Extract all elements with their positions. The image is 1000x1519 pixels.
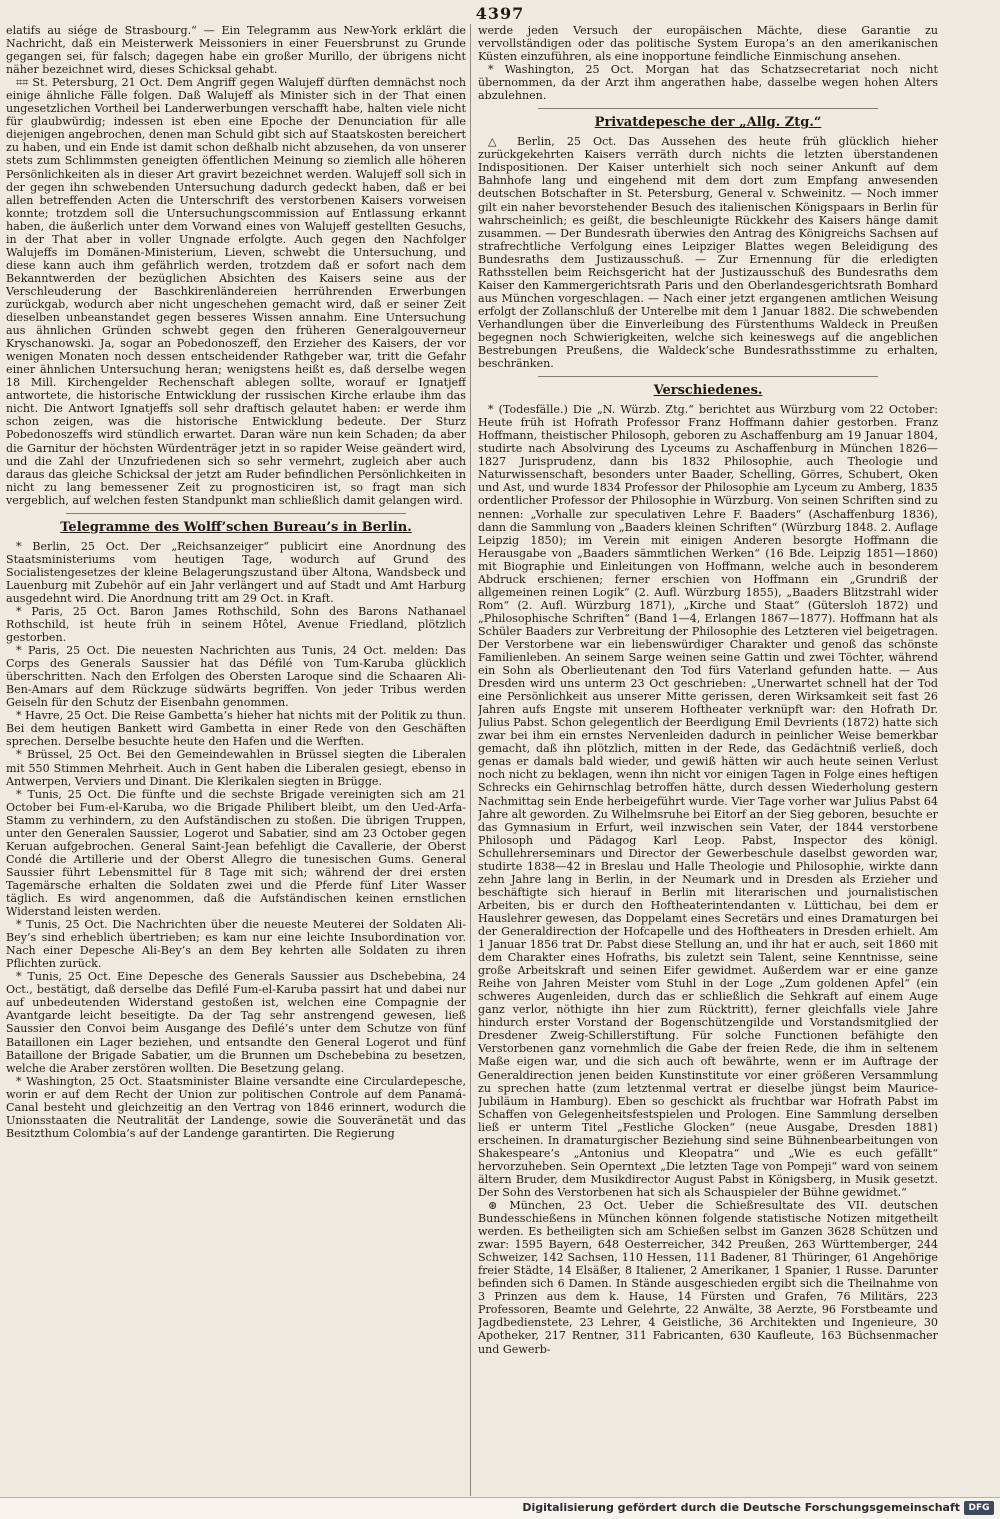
telegram-paragraph: * Brüssel, 25 Oct. Bei den Gemeindewahlen in Brüssel siegten die Liberalen mit 550 Stimmen Mehrheit. Auch in Gent haben die Liberalen gesiegt, ebenso in Antwerpen, Verviers und Dinant. Die Klerikalen siegten in Brügge. xyxy=(6,748,466,788)
funding-notice: Digitalisierung gefördert durch die Deutsche Forschungsgemeinschaft xyxy=(522,1501,960,1514)
telegram-paragraph: * Tunis, 25 Oct. Eine Depesche des Generals Saussier aus Dschebebina, 24 Oct., bestätigt, daß derselbe das Defilé Fum-el-Karuba passirt hat und dabei nur auf unbedeutenden Widerstand gestoßen ist, welchen eine Compagnie der Avantgarde leicht beseitigte. Da der Tag sehr anstrengend gewesen, ließ Saussier den Convoi beim Ausgange des Defilé’s unter dem Schutze von fünf Bataillonen ein Lager beziehen, und entsandte den General Logerot und fünf Bataillone der Brigade Sabatier, um die Brunnen um Dschebebina zu besetzen, welche die Araber zerstören wollten. Die Besetzung gelang. xyxy=(6,970,466,1075)
telegram-paragraph: * Havre, 25 Oct. Die Reise Gambetta’s hieher hat nichts mit der Politik zu thun. Bei dem heutigen Bankett wird Gambetta in einer Rede von den Geschäften sprechen. Derselbe besuchte heute den Hafen und die Werften. xyxy=(6,709,466,749)
section-divider xyxy=(538,376,878,377)
column-divider xyxy=(470,24,471,1496)
left-column xyxy=(6,24,466,1496)
section-title-private-dispatch: Privatdepesche der „Allg. Ztg.“ xyxy=(594,115,822,131)
misc-paragraph: * (Todesfälle.) Die „N. Würzb. Ztg.“ berichtet aus Würzburg vom 22 October: Heute früh ist Hofrath Professor Franz Hoffmann dahier gestorben. Franz Hoffmann, theistischer Philosoph, geboren zu Aschaffenburg am 19 Januar 1804, studirte nach Absolvirung des Lyceums zu Aschaffenburg in München 1826—1827 Jurisprudenz, dann bis 1832 Philosophie, auch Theologie und Naturwissenschaft, besonders unter Baader, Schelling, Görres, Schubert, Oken und Ast, und wurde 1834 Professor der Philosophie am Lyceum zu Amberg, 1835 ordentlicher Professor der Philosophie in Würzburg. Von seinen Schriften sind zu nennen: „Vorhalle zur speculativen Lehre F. Baaders“ (Aschaffenburg 1836), dann die Sammlung von „Baaders kleinen Schriften“ (Würzburg 1848. 2. Auflage Leipzig 1850); im Verein mit einigen Anderen besorgte Hoffmann die Herausgabe von „Baaders sämmtlichen Werken“ (16 Bde. Leipzig 1851—1860) mit Biographie und Einleitungen von Hoffmann, welche auch in besonderem Abdruck erschienen; ferner erschien von Hoffmann ein „Grundriß der allgemeinen reinen Logik“ (2. Aufl. Würzburg 1855), „Baaders Blitzstrahl wider Rom“ (2. Aufl. Würzburg 1871), „Kirche und Staat“ (Gütersloh 1872) und „Philosophische Schriften“ (Band 1—4, Erlangen 1867—1877). Hoffmann hat als Schüler Baaders zur Verbreitung der Philosophie des Letzteren viel beigetragen. Der Verstorbene war ein liebenswürdiger Charakter und genoß das schönste Familienleben. An seinem Sarge weinen seine Gattin und zwei Töchter, während ein Sohn als Oberlieutenant den Tod fürs Vaterland gefunden hatte. — Aus Dresden wird uns unterm 23 Oct geschrieben: „Unerwartet schnell hat der Tod eine Persönlichkeit aus unserer Mitte gerissen, deren Wirksamkeit seit fast 26 Jahren aufs Engste mit unserem Hoftheater verknüpft war: den Hofrath Dr. Julius Pabst. Schon gelegentlich der Beerdigung Emil Devrients (1872) hatte sich zwar bei ihm ein ernstes Nervenleiden dadurch in peinlicher Weise bemerkbar gemacht, daß ihn plötzlich, mitten in der Rede, das Gedächtniß verließ, doch genas er damals bald wieder, und gewiß hätten wir auch heute seinen Verlust noch nicht zu beklagen, wenn ihn nicht vor einigen Tagen in Folge eines heftigen Schrecks ein Gehirnschlag betroffen hätte, durch dessen Wiederholung gestern Nachmittag sein Ende herbeigeführt wurde. Vier Tage vorher war Julius Pabst 64 Jahre alt geworden. Zu Wilhelmsruhe bei Eitorf an der Sieg geboren, besuchte er das Gymnasium in Erfurt, weil inzwischen sein Vater, der 1844 verstorbene Philosoph und Pädagog Karl Leop. Pabst, Inspector des königl. Schullehrerseminars und Director der Gewerbeschule daselbst geworden war, studirte 1838—42 in Breslau und Halle Theologie und Philosophie, wirkte dann zehn Jahre lang in Berlin, in der Neumark und in Dresden als Erzieher und beschäftigte sich hierauf in Berlin mit literarischen und journalistischen Arbeiten, bis er durch den Hoftheaterintendanten v. Lüttichau, bei dem er Hauslehrer gewesen, das Doppelamt eines Secretärs und eines Dramaturgen bei der Generaldirection der Hofcapelle und des Hoftheaters in Dresden erhielt. Am 1 Januar 1856 trat Dr. Pabst diese Stellung an, und ihr hat er auch, seit 1860 mit dem Charakter eines Hofraths, bis zuletzt sein Talent, seine Kenntnisse, seine große Arbeitskraft und seinen Eifer gewidmet. Außerdem war er eine ganze Reihe von Jahren Meister vom Stuhl in der Loge „Zum goldenen Apfel“ (ein schweres Augenleiden, durch das er schließlich die Sehkraft auf einem Auge ganz verlor, nöthigte ihn hier zum Rücktritt), ferner gleichfalls viele Jahre hindurch erster Vorstand der Bogenschützengilde und Vorstandsmitglied der Dresdener Zweig-Schillerstiftung. Für solche Functionen befähigte den Verstorbenen ganz vornehmlich die Gabe der freien Rede, die ihm in seltenem Maße eigen war, und die sich auch oft bewährte, wenn er im Auftrage der Generaldirection jenen beiden Kunstinstitute vor einer größeren Versammlung zu sprechen hatte (zum letztenmal vertrat er dieselbe jüngst beim Maurice-Jubiläum in Hamburg). Eben so geschickt als fruchtbar war Hofrath Pabst im Schaffen von Gelegenheitsfestspielen und Prologen. Eine Sammlung derselben ließ er unterm Titel „Festliche Glocken“ (neue Ausgabe, Dresden 1881) erscheinen. In dramaturgischer Beziehung sind seine Bühnenbearbeitungen von Shakespeare’s „Antonius und Kleopatra“ und „Wie es euch gefällt“ hervorzuheben. Sein Operntext „Die letzten Tage von Pompeji“ ward von seinem ältern Bruder, dem Musikdirector August Pabst in Königsberg, in Musik gesetzt. Der Sohn des Verstorbenen hat sich als Schauspieler der Bühne gewidmet.“ xyxy=(478,403,938,1199)
telegram-paragraph: * Tunis, 25 Oct. Die Nachrichten über die neueste Meuterei der Soldaten Ali-Bey’s sind erheblich übertrieben; es kam nur eine leichte Insubordination vor. Nach einer Depesche Ali-Bey’s an dem Bey kehrten alle Soldaten zu ihren Pflichten zurück. xyxy=(6,918,466,971)
telegram-paragraph: * Paris, 25 Oct. Die neuesten Nachrichten aus Tunis, 24 Oct. melden: Das Corps des Generals Saussier hat das Défilé von Tum-Karuba glücklich überschritten. Nach den Erfolgen des Obersten Laroque sind die Schaaren Ali-Ben-Amars auf dem Rückzuge südwärts begriffen. Von jeder Tribus werden Geiseln für den Schutz der Eisenbahn genommen. xyxy=(6,644,466,710)
page-number: 4397 xyxy=(475,4,525,23)
section-divider xyxy=(66,513,406,514)
right-column xyxy=(478,24,938,1496)
misc-paragraph: ⊛ München, 23 Oct. Ueber die Schießresultate des VII. deutschen Bundesschießens in München können folgende statistische Notizen mitgetheilt werden. Es betheiligten sich am Schießen selbst im Ganzen 3628 Schützen und zwar: 1595 Bayern, 648 Oesterreicher, 342 Preußen, 263 Württemberger, 244 Schweizer, 142 Sachsen, 110 Hessen, 111 Badener, 81 Thüringer, 61 Angehörige freier Städte, 14 Elsäßer, 8 Italiener, 2 Amerikaner, 1 Spanier, 1 Russe. Darunter befinden sich 6 Damen. In Stände ausgeschieden ergibt sich die Theilnahme von 3 Prinzen aus dem k. Hause, 14 Fürsten und Grafen, 76 Militärs, 223 Professoren, Beamte und Gelehrte, 22 Anwälte, 38 Aerzte, 96 Forstbeamte und Jagdbedienstete, 23 Lehrer, 4 Geistliche, 36 Architekten und Ingenieure, 30 Apotheker, 217 Rentner, 311 Fabricanten, 630 Kaufleute, 163 Büchsenmacher und Gewerb- xyxy=(478,1198,938,1356)
article-paragraph: elatifs au siége de Strasbourg.“ — Ein Telegramm aus New-York erklärt die Nachricht, daß ein Meisterwerk Meissoniers in einer Feuersbrunst zu Grunde gegangen sei, für falsch; dagegen habe ein großer Murillo, der übrigens nicht näher bezeichnet wird, dieses Schicksal gehabt. xyxy=(6,24,466,77)
article-paragraph: werde jeden Versuch der europäischen Mächte, diese Garantie zu vervollständigen oder das politische System Europa’s an den amerikanischen Küsten einzuführen, als eine inopportune feindliche Einmischung ansehen. xyxy=(478,24,938,64)
telegram-paragraph: * Tunis, 25 Oct. Die fünfte und die sechste Brigade vereinigten sich am 21 October bei Fum-el-Karuba, wo die Brigade Philibert bleibt, um den Ued-Arfa-Stamm zu verhindern, zu den Aufständischen zu stoßen. Die übrigen Truppen, unter den Generalen Saussier, Logerot und Sabatier, sind am 23 October gegen Keruan aufgebrochen. General Saint-Jean befehligt die Cavallerie, der Oberst Condé die Artillerie und der Oberst Allegro die tunesischen Gums. General Saussier führt Lebensmittel für 8 Tage mit sich; während der drei ersten Tagemärsche erhalten die Soldaten zwei und die Pferde fünf Liter Wasser täglich. Es wird angenommen, daß die Aufständischen keinen ernstlichen Widerstand leisten werden. xyxy=(6,787,466,919)
section-divider xyxy=(538,108,878,109)
telegram-paragraph: * Washington, 25 Oct. Staatsminister Blaine versandte eine Circulardepesche, worin er auf dem Recht der Union zur politischen Controle auf dem Panamá-Canal besteht und gleichzeitig an den Vertrag von 1846 erinnert, wodurch die Unionsstaaten die Neutralität der Landenge, sowie die Souveränetät und das Besitzthum Colombia’s auf der Landenge garantirten. Die Regierung xyxy=(6,1074,466,1140)
section-title-telegrams: Telegramme des Wolff’schen Bureau’s in Berlin. xyxy=(60,519,412,535)
section-title-miscellaneous: Verschiedenes. xyxy=(653,383,763,399)
dispatch-paragraph: △ Berlin, 25 Oct. Das Aussehen des heute früh glücklich hieher zurückgekehrten Kaisers verräth durch nichts die letzten überstandenen Indispositionen. Der Kaiser unterhielt sich noch seiner Ankunft auf dem Bahnhofe lang und eingehend mit dem dort zum Empfang anwesenden deutschen Botschafter in St. Petersburg, General v. Schweinitz. — Noch immer gilt ein naher bevorstehender Besuch des italienischen Königspaars in Berlin für wahrscheinlich; es geißt, die beschleunigte Rückkehr des Kaisers hänge damit zusammen. — Der Bundesrath überwies den Antrag des Königreichs Sachsen auf strafrechtliche Verfolgung eines Leipziger Blattes wegen Beleidigung des Bundesraths dem Justizausschuß. — Zur Ernennung für die erledigten Rathsstellen beim Reichsgericht hat der Justizausschuß des Bundesraths dem Kaiser den Kammergerichtsrath Paris und den Oberlandesgerichtsrath Bomhard aus München vorgeschlagen. — Nach einer jetzt ergangenen amtlichen Weisung erfolgt der Zollanschluß der Unterelbe mit dem 1 Januar 1882. Die schwebenden Verhandlungen über die Einverleibung des Fürstenthums Waldeck in Preußen begegnen noch Schwierigkeiten, welche sich keineswegs auf die angeblichen Bestrebungen Preußens, die Waldeck’sche Bundesrathsstimme zu erhalten, beschränken. xyxy=(478,135,938,371)
telegram-paragraph: * Paris, 25 Oct. Baron James Rothschild, Sohn des Barons Nathanael Rothschild, ist heute früh in seinem Hôtel, Avenue Friedland, plötzlich gestorben. xyxy=(6,604,466,645)
article-paragraph: * Washington, 25 Oct. Morgan hat das Schatzsecretariat noch nicht übernommen, da der Arzt ihm angerathen habe, dasselbe wegen hohen Alters abzulehnen. xyxy=(478,63,938,103)
footer-bar xyxy=(0,1497,1000,1519)
dfg-logo-icon: DFG xyxy=(964,1501,994,1515)
telegram-paragraph: * Berlin, 25 Oct. Der „Reichsanzeiger“ publicirt eine Anordnung des Staatsministeriums vom heutigen Tage, wodurch auf Grund des Socialistengesetzes der kleine Belagerungszustand über Altona, Wandsbeck und Lauenburg mit Zubehör auf ein Jahr verlängert und auf Stadt und Amt Harburg ausgedehnt wird. Die Anordnung tritt am 29 Oct. in Kraft. xyxy=(6,539,466,605)
article-paragraph: ⌗⌗ St. Petersburg, 21 Oct. Dem Angriff gegen Walujeff dürften demnächst noch einige ähnliche Fälle folgen. Daß Walujeff als Minister sich in der That einen ungesetzlichen Vortheil bei Landerwerbungen verschafft habe, halten viele nicht für glaubwürdig; indessen ist eben eine Epoche der Denunciation für alle diejenigen angebrochen, denen man Schuld gibt sich auf Staatskosten bereichert zu haben, und ein Ende ist damit schon deßhalb nicht abzusehen, da von unserer stets zum Schlimmsten geneigten öffentlichen Meinung so ziemlich alle höheren Persönlichkeiten als in dieser Art gravirt bezeichnet werden. Walujeff soll sich in der gegen ihn schwebenden Untersuchung dadurch gedeckt haben, daß er bei allen betreffenden Acten die Unterschrift des verstorbenen Kaisers vorweisen konnte; trotzdem soll die Untersuchungscommission auf Entlassung erkannt haben, die äußerlich unter dem Vorwand eines von Walujeff gestellten Gesuchs, in der That aber in voller Ungnade erfolgte. Auch gegen den Nachfolger Walujeffs im Domänen-Ministerium, Lieven, schwebt die Untersuchung, und diese kann auch ihm gefährlich werden, trotzdem daß er sofort nach dem Bekanntwerden der bezüglichen Absichten des Kaisers seine aus der Verschleuderung der Baschkirenländereien herrührenden Erwerbungen zurückgab, wodurch aber nicht ungeschehen gemacht wird, daß er seiner Zeit dieselben unbeanstandet gegen besseres Wissen annahm. Eine Untersuchung aus ähnlichen Gründen schwebt gegen den früheren Generalgouverneur Kryschanowski. Ja, sogar an Pobedonoszeff, den Erzieher des Kaisers, der vor wenigen Monaten noch dessen entscheidender Rathgeber war, tritt die Gefahr einer ähnlichen Untersuchung heran; wenigstens heißt es, daß derselbe wegen 18 Mill. Kirchengelder Rechenschaft ablegen sollte, worauf er Ignatjeff antwortete, die historische Entwicklung der russischen Kirche erlaube ihm das nicht. Die Antwort Ignatjeffs soll sehr draftisch gelautet haben: er werde ihm schon zeigen, was die historische Entwicklung bedeute. Der Sturz Pobedonoszeffs wird stündlich erwartet. Daran wäre nun kein Schaden; da aber die Garnitur der höchsten Würdenträger jetzt in so rapider Weise geändert wird, und die Zahl der Unzufriedenen sich so sehr vermehrt, zugleich aber auch daraus das gleiche Schicksal der jetzt am Ruder befindlichen Persönlichkeiten in nicht zu lang bemessener Zeit zu prognosticiren ist, so fragt man sich vergeblich, auf welchen festen Standpunkt man schließlich damit gelangen wird. xyxy=(6,76,466,507)
